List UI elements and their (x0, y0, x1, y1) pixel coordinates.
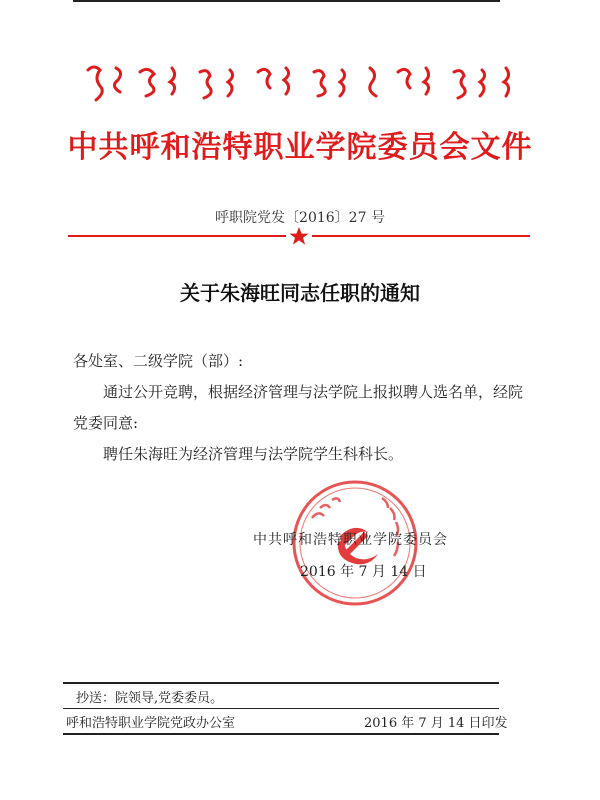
top-border-line (73, 0, 500, 2)
issuing-office: 呼和浩特职业学院党政办公室 (66, 716, 236, 731)
salutation: 各处室、二级学院（部）: (73, 352, 244, 370)
footer-rule-top (63, 682, 499, 684)
body-paragraph-2: 聘任朱海旺为经济管理与法学院学生科科长。 (103, 445, 404, 463)
signature-organization: 中共呼和浩特职业学院委员会 (253, 532, 448, 548)
mongolian-script-title (80, 58, 520, 108)
signature-date: 2016 年 7 月 14 日 (300, 564, 427, 580)
cc-list: 抄送：院领导,党委委员。 (76, 691, 224, 706)
body-paragraph-1: 通过公开竞聘，根据经济管理与法学院上报拟聘人选名单，经院党委同意: (73, 383, 524, 432)
red-divider-with-star (68, 226, 530, 246)
issue-date: 2016 年 7 月 14 日印发 (364, 716, 508, 731)
document-header-title: 中共呼和浩特职业学院委员会文件 (67, 130, 533, 165)
document-number: 呼职院党发〔2016〕27 号 (215, 210, 385, 226)
notice-title: 关于朱海旺同志任职的通知 (180, 281, 420, 305)
footer-rule-bottom (63, 733, 499, 735)
star-icon (289, 227, 308, 245)
footer-rule-middle (63, 708, 499, 709)
